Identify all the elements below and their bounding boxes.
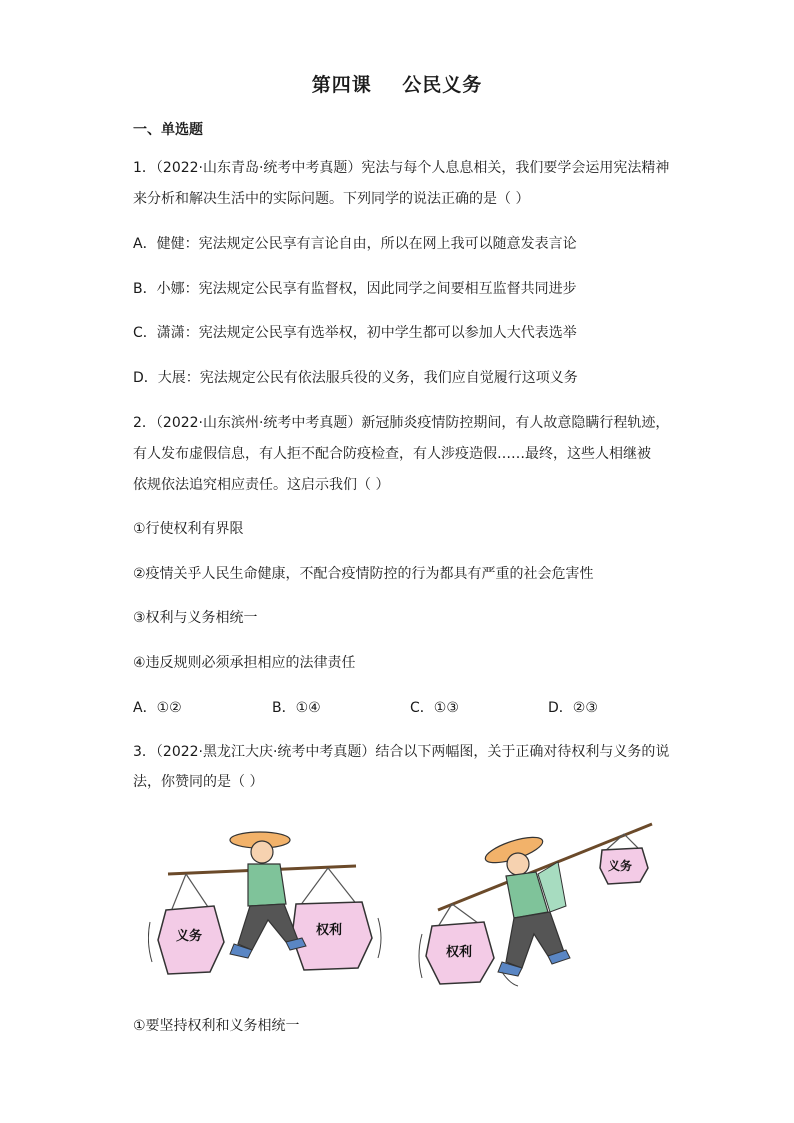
q1-option-b: B．小娜：宪法规定公民享有监督权，因此同学之间要相互监督共同进步 <box>133 281 577 297</box>
q2-stem-line-3: 依规依法追究相应责任。这启示我们（ ） <box>133 477 390 493</box>
q2-statement-2: ②疫情关乎人民生命健康，不配合疫情防控的行为都具有严重的社会危害性 <box>133 566 594 582</box>
q2-option-a: A．①② <box>133 700 182 716</box>
unbalanced-carrier-illustration <box>418 822 658 992</box>
page-title: 第四课 公民义务 <box>311 74 483 96</box>
q1-option-d: D．大展：宪法规定公民有依法服兵役的义务，我们应自觉履行这项义务 <box>133 370 578 386</box>
q1-stem-line-1: 1．（2022·山东青岛·统考中考真题）宪法与每个人息息相关，我们要学会运用宪法精神 <box>133 160 670 176</box>
q1-option-a: A．健健：宪法规定公民享有言论自由，所以在网上我可以随意发表言论 <box>133 236 577 252</box>
label-right-basket: 权利 <box>316 923 343 938</box>
q2-statement-4: ④违反规则必须承担相应的法律责任 <box>133 655 356 671</box>
q1-stem-line-2: 来分析和解决生活中的实际问题。下列同学的说法正确的是（ ） <box>133 191 530 207</box>
green-shirt <box>248 864 286 906</box>
q3-statement-1: ①要坚持权利和义务相统一 <box>133 1018 300 1034</box>
q2-stem-line-2: 有人发布虚假信息，有人拒不配合防疫检查，有人涉疫造假……最终，这些人相继被 <box>133 446 651 462</box>
section-heading: 一、单选题 <box>133 122 203 138</box>
head <box>251 841 273 863</box>
q1-option-c: C．潇潇：宪法规定公民享有选举权，初中学生都可以参加人大代表选举 <box>133 325 577 341</box>
q2-stem-line-1: 2．（2022·山东滨州·统考中考真题）新冠肺炎疫情防控期间，有人故意隐瞒行程轨迹， <box>133 415 670 431</box>
q2-statement-3: ③权利与义务相统一 <box>133 610 258 626</box>
label-light-basket: 义务 <box>608 859 633 873</box>
q2-option-d: D．②③ <box>548 700 598 716</box>
label-left-basket: 义务 <box>176 929 203 944</box>
q3-stem-line-2: 法，你赞同的是（ ） <box>133 774 264 790</box>
balanced-carrier-illustration <box>148 822 388 992</box>
head <box>507 853 529 875</box>
q2-option-b: B．①④ <box>272 700 321 716</box>
label-heavy-basket: 权利 <box>446 945 473 960</box>
q3-stem-line-1: 3．（2022·黑龙江大庆·统考中考真题）结合以下两幅图，关于正确对待权利与义务的说 <box>133 744 670 760</box>
q2-options <box>133 697 673 717</box>
q2-statement-1: ①行使权利有界限 <box>133 521 244 537</box>
q2-option-c: C．①③ <box>410 700 459 716</box>
